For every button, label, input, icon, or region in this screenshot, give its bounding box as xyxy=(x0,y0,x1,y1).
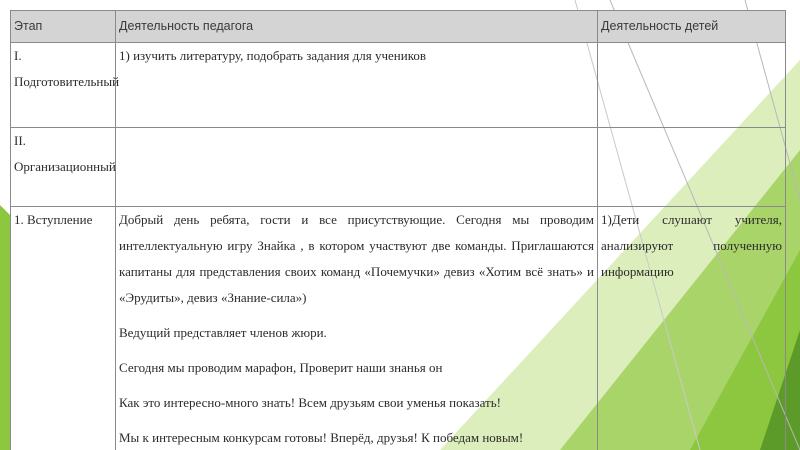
table-header-row xyxy=(11,11,786,43)
children-activity-cell xyxy=(598,128,786,207)
teacher-activity-cell xyxy=(116,207,598,450)
lesson-plan-table xyxy=(10,10,786,450)
children-activity-cell xyxy=(598,43,786,128)
children-activity-cell: 1)Дети слушают учителя, анализируют полученную информацию xyxy=(598,207,786,450)
teacher-activity-cell xyxy=(116,43,598,128)
teacher-paragraph: Добрый день ребята, гости и все присутствующие. Сегодня мы проводим интеллектуальную игру Знайка , в котором участвуют две команды. Приглашаются капитаны для представления своих команд «Почемучки» девиз «Хотим всё знать» и «Эрудиты», девиз «Знание-сила») xyxy=(119,212,594,305)
table-row xyxy=(11,43,786,128)
header-teacher-activity: Деятельность педагога xyxy=(116,11,598,43)
header-children-activity: Деятельность детей xyxy=(598,11,786,43)
header-stage: Этап xyxy=(11,11,116,43)
table-row xyxy=(11,128,786,207)
table-row xyxy=(11,207,786,450)
teacher-paragraph: Мы к интересным конкурсам готовы! Вперёд, друзья! К победам новым! xyxy=(119,430,524,445)
left-green-strip xyxy=(0,205,10,450)
stage-cell: I. Подготовительный xyxy=(11,43,116,128)
teacher-activity-cell xyxy=(116,128,598,207)
stage-cell: II. Организационный xyxy=(11,128,116,207)
teacher-paragraph: Как это интересно-много знать! Всем друзьям свои уменья показать! xyxy=(119,395,501,410)
teacher-paragraph: Ведущий представляет членов жюри. xyxy=(119,325,327,340)
stage-cell: 1. Вступление xyxy=(11,207,116,450)
teacher-paragraph: 1) изучить литературу, подобрать задания для учеников xyxy=(119,48,427,63)
teacher-paragraph: Сегодня мы проводим марафон, Проверит наши знанья он xyxy=(119,360,443,375)
